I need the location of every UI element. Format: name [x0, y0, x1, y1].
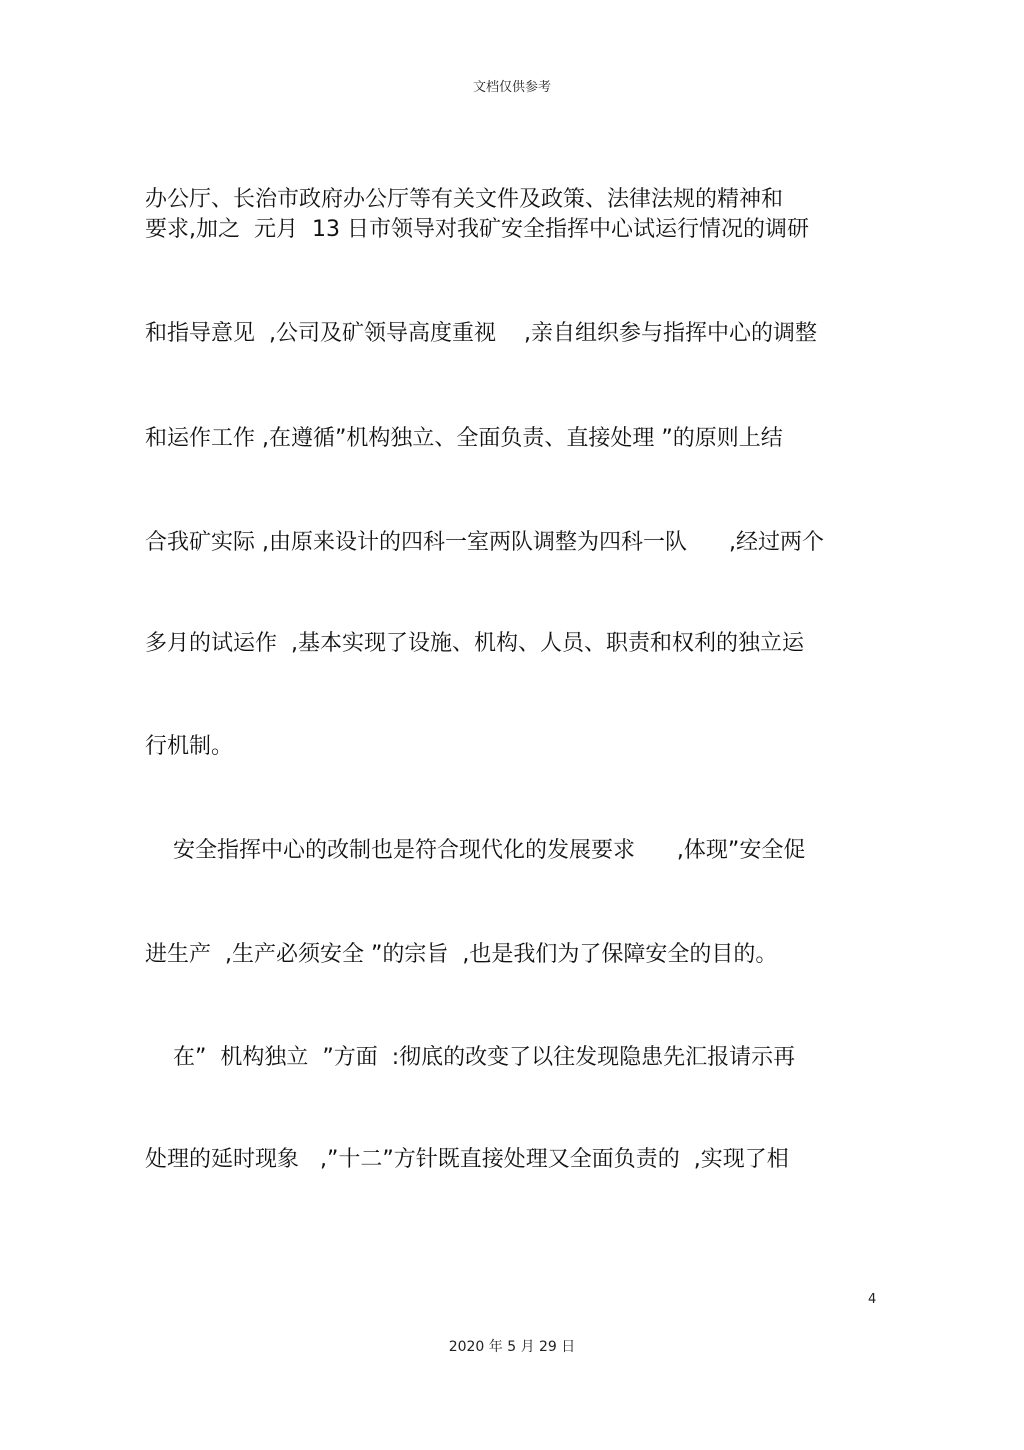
body-line: 在” 机构独立 ”方面 :彻底的改变了以往发现隐患先汇报请示再 [145, 1045, 796, 1070]
body-line: 处理的延时现象 ,”十二”方针既直接处理又全面负责的 ,实现了相 [145, 1147, 789, 1172]
page-footer-date: 2020 年 5 月 29 日 [448, 1339, 576, 1355]
body-line: 和运作工作 ,在遵循”机构独立、全面负责、直接处理 ”的原则上结 [145, 426, 783, 451]
body-line: 和指导意见 ,公司及矿领导高度重视 ,亲自组织参与指挥中心的调整 [145, 321, 817, 346]
body-line: 行机制。 [145, 734, 234, 759]
body-line: 要求,加之 元月 13 日市领导对我矿安全指挥中心试运行情况的调研 [145, 217, 809, 242]
body-line: 安全指挥中心的改制也是符合现代化的发展要求 ,体现”安全促 [145, 838, 806, 863]
page-number: 4 [868, 1292, 877, 1307]
body-line: 合我矿实际 ,由原来设计的四科一室两队调整为四科一队 ,经过两个 [145, 530, 824, 555]
page-header: 文档仅供参考 [472, 80, 551, 95]
body-line: 多月的试运作 ,基本实现了设施、机构、人员、职责和权利的独立运 [145, 631, 804, 656]
body-line: 进生产 ,生产必须安全 ”的宗旨 ,也是我们为了保障安全的目的。 [145, 942, 778, 967]
body-line: 办公厅、长治市政府办公厅等有关文件及政策、法律法规的精神和 [145, 187, 784, 212]
